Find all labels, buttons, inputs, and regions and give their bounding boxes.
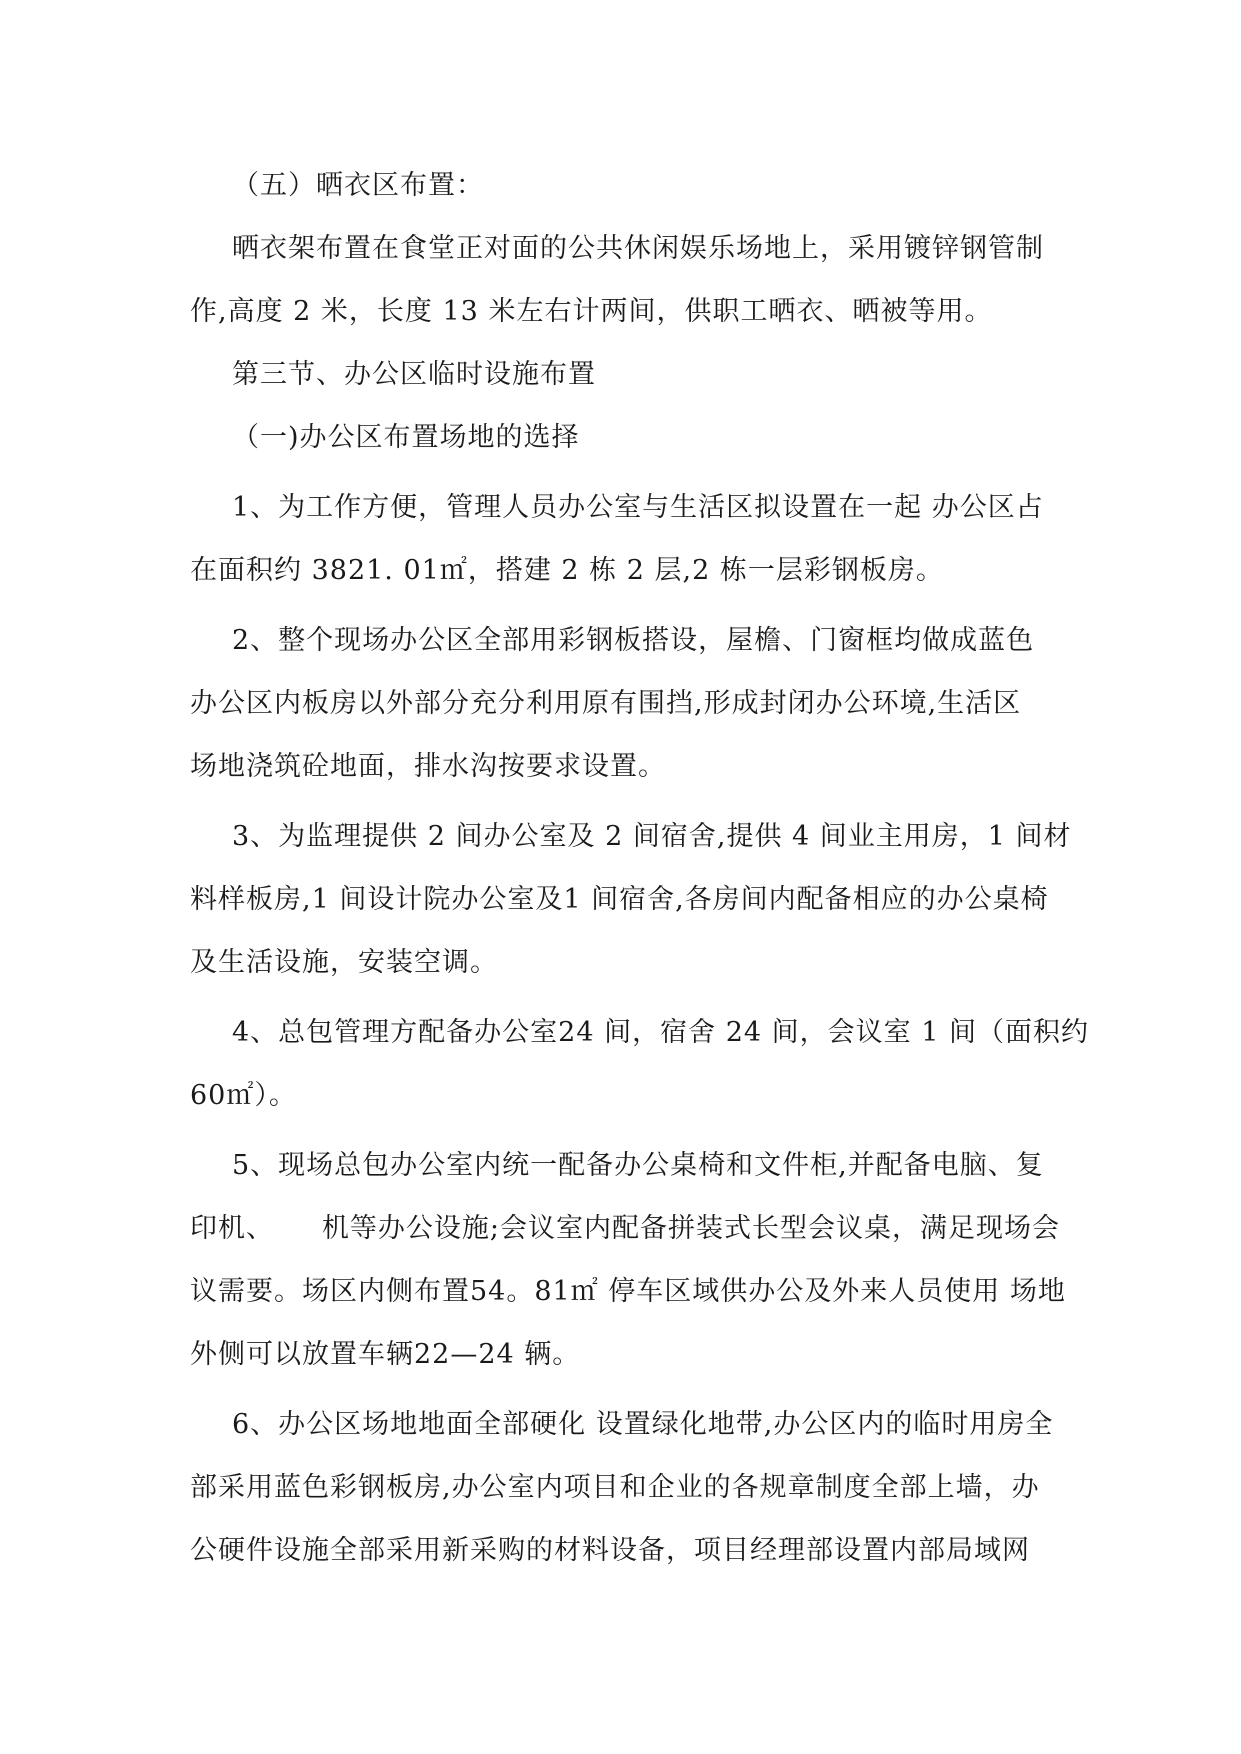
paragraph-line: 1、为工作方便，管理人员办公室与生活区拟设置在一起 办公区占: [232, 492, 1044, 523]
paragraph-line: 场地浇筑砼地面，排水沟按要求设置。: [190, 751, 666, 782]
paragraph-line: 议需要。场区内侧布置54。81㎡ 停车区域供办公及外来人员使用 场地: [190, 1276, 1066, 1307]
paragraph-line: 料样板房,1 间设计院办公室及1 间宿舍,各房间内配备相应的办公桌椅: [190, 884, 1049, 915]
paragraph-line: 60㎡）。: [190, 1080, 297, 1111]
paragraph-line: 办公区内板房以外部分充分利用原有围挡,形成封闭办公环境,生活区: [190, 688, 1022, 719]
paragraph-line: 6、办公区场地地面全部硬化 设置绿化地带,办公区内的临时用房全: [232, 1409, 1054, 1440]
paragraph-line: 3、为监理提供 2 间办公室及 2 间宿舍,提供 4 间业主用房，1 间材: [232, 821, 1072, 852]
paragraph-line: 部采用蓝色彩钢板房,办公室内项目和企业的各规章制度全部上墙，办: [190, 1472, 1040, 1503]
paragraph-line: 公硬件设施全部采用新采购的材料设备，项目经理部设置内部局域网: [190, 1535, 1030, 1566]
paragraph-line: 及生活设施，安装空调。: [190, 947, 498, 978]
paragraph-line: 2、整个现场办公区全部用彩钢板搭设，屋檐、门窗框均做成蓝色: [232, 625, 1035, 656]
subsection-heading-site-selection: （一)办公区布置场地的选择: [232, 422, 580, 453]
paragraph-line: 5、现场总包办公室内统一配备办公桌椅和文件柜,并配备电脑、复: [232, 1150, 1044, 1181]
paragraph-line: 4、总包管理方配备办公室24 间，宿舍 24 间，会议室 1 间（面积约: [232, 1017, 1089, 1048]
section-heading-drying-area: （五）晒衣区布置：: [232, 170, 484, 201]
paragraph-line: 作,高度 2 米，长度 13 米左右计两间，供职工晒衣、晒被等用。: [190, 296, 993, 327]
paragraph-line: 印机、 机等办公设施;会议室内配备拼装式长型会议桌，满足现场会: [190, 1213, 1061, 1244]
paragraph-line: 晒衣架布置在食堂正对面的公共休闲娱乐场地上，采用镀锌钢管制: [232, 233, 1044, 264]
paragraph-line: 外侧可以放置车辆22—24 辆。: [190, 1339, 581, 1370]
section-heading-office-area: 第三节、办公区临时设施布置: [232, 359, 596, 390]
paragraph-line: 在面积约 3821. 01㎡，搭建 2 栋 2 层,2 栋一层彩钢板房。: [190, 555, 944, 586]
